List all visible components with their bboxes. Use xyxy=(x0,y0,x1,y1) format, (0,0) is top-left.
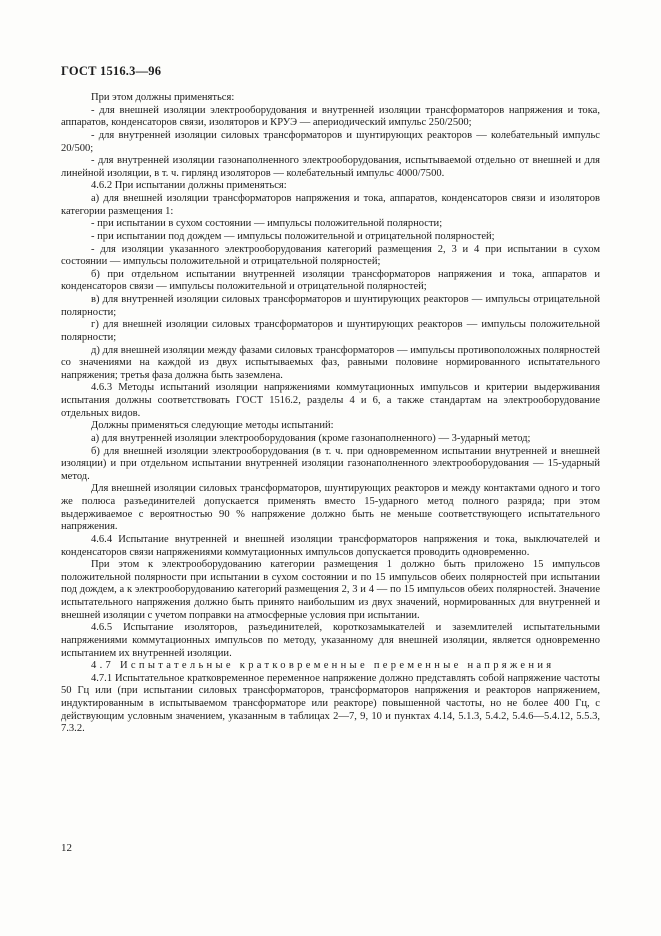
paragraph: - для внутренней изоляции силовых трансформаторов и шунтирующих реакторов — колебательный импульс 20/500; xyxy=(61,129,600,154)
paragraph: - для изоляции указанного электрооборудования категорий размещения 2, 3 и 4 при испытании в сухом состоянии — импульсы положительной и отрицательной полярностей; xyxy=(61,243,600,268)
paragraph: - при испытании под дождем — импульсы положительной и отрицательной полярностей; xyxy=(91,230,495,242)
paragraph: 4.6.4 Испытание внутренней и внешней изоляции трансформаторов напряжения и тока, выключателей и конденсаторов связи напряжениями коммутационных импульсов допускается проводить одновременно. xyxy=(61,533,600,558)
paragraph: в) для внутренней изоляции силовых трансформаторов и шунтирующих реакторов — импульсы отрицательной полярности; xyxy=(61,294,600,318)
paragraph: б) при отдельном испытании внутренней изоляции трансформаторов напряжения и тока, аппаратов и конденсаторов связи — импульсы положительной и отрицательной полярностей; xyxy=(61,268,600,293)
paragraph: а) для внешней изоляции трансформаторов напряжения и тока, аппаратов, конденсаторов связи и изоляторов категории размещения 1: xyxy=(61,193,600,217)
paragraph: Для внешней изоляции силовых трансформаторов, шунтирующих реакторов и между контактами одного и того же полюса разъединителей допускается применять вместо 15-ударного метод полного разряда; при этом выдерживаемое с вероятностью 90 % напряжение должно быть не меньше соответствующего испытательного напряжения. xyxy=(61,483,600,533)
paragraph: - для внутренней изоляции газонаполненного электрооборудования, испытываемой отдельно от внешней и для линейной изоляции, в т. ч. гирлянд изоляторов — колебательный импульс 4000/7500. xyxy=(61,155,600,179)
document-code-header: ГОСТ 1516.3—96 xyxy=(61,64,162,78)
document-body xyxy=(61,92,600,736)
paragraph: 4.6.3 Методы испытаний изоляции напряжениями коммутационных импульсов и критерии выдерживания испытания должны соответствовать ГОСТ 1516.2, разделы 4 и 6, а также стандартам на электрооборудование отдельных видов. xyxy=(61,382,600,419)
paragraph: Должны применяться следующие методы испытаний: xyxy=(91,420,334,432)
paragraph: г) для внешней изоляции силовых трансформаторов и шунтирующих реакторов — импульсы положительной полярности; xyxy=(61,319,600,343)
paragraph: 4.6.2 При испытании должны применяться: xyxy=(91,180,287,192)
section-heading: 4.7 Испытательные кратковременные переменные напряжения xyxy=(91,660,555,672)
paragraph: - для внешней изоляции электрооборудования и внутренней изоляции трансформаторов напряжения и тока, аппаратов, конденсаторов связи, изоляторов и КРУЭ — апериодический импульс 250/2500; xyxy=(61,104,600,129)
paragraph: а) для внутренней изоляции электрооборудования (кроме газонаполненного) — 3-ударный метод; xyxy=(91,432,531,444)
paragraph: При этом к электрооборудованию категории размещения 1 должно быть приложено 15 импульсов положительной полярности при испытании в сухом состоянии и по 15 импульсов обеих полярностей при испытании под дождем, а к электрооборудованию категорий размещения 2, 3 и 4 — по 15 импульсов обеих полярностей. Значение испытательного напряжения должно быть принято наибольшим из двух значений, нормированных для внутренней и внешней изоляции с учетом поправки на атмосферные условия при испытании. xyxy=(61,559,600,621)
paragraph: 4.7.1 Испытательное кратковременное переменное напряжение должно представлять собой напряжение частоты 50 Гц или (при испытании силовых трансформаторов, трансформаторов напряжения и реакторов напряжением, индуктированным в испытываемом трансформаторе или реакторе) повышенной частоты, но не более 400 Гц, с действующим условным значением, указанным в таблицах 2—7, 9, 10 и пунктах 4.14, 5.1.3, 5.4.2, 5.4.6—5.4.12, 5.5.3, 7.3.2. xyxy=(61,672,600,735)
paragraph: - при испытании в сухом состоянии — импульсы положительной полярности; xyxy=(91,218,443,230)
paragraph: 4.6.5 Испытание изоляторов, разъединителей, короткозамыкателей и заземлителей испытательными напряжениями коммутационных импульсов по методу, указанному для внешней изоляции, является одновременно испытанием их внутренней изоляции. xyxy=(61,622,600,659)
paragraph: При этом должны применяться: xyxy=(91,92,235,103)
paragraph: б) для внешней изоляции электрооборудования (в т. ч. при одновременном испытании внутренней и внешней изоляции) и при отдельном испытании внутренней изоляции газонаполненного электрооборудования — 15-ударный метод. xyxy=(61,445,600,482)
page-number: 12 xyxy=(61,842,72,854)
paragraph: д) для внешней изоляции между фазами силовых трансформаторов — импульсы противоположных полярностей со значениями на каждой из двух испытываемых фаз, равными половине нормированного испытательного напряжения; третья фаза должна быть заземлена. xyxy=(61,344,600,381)
